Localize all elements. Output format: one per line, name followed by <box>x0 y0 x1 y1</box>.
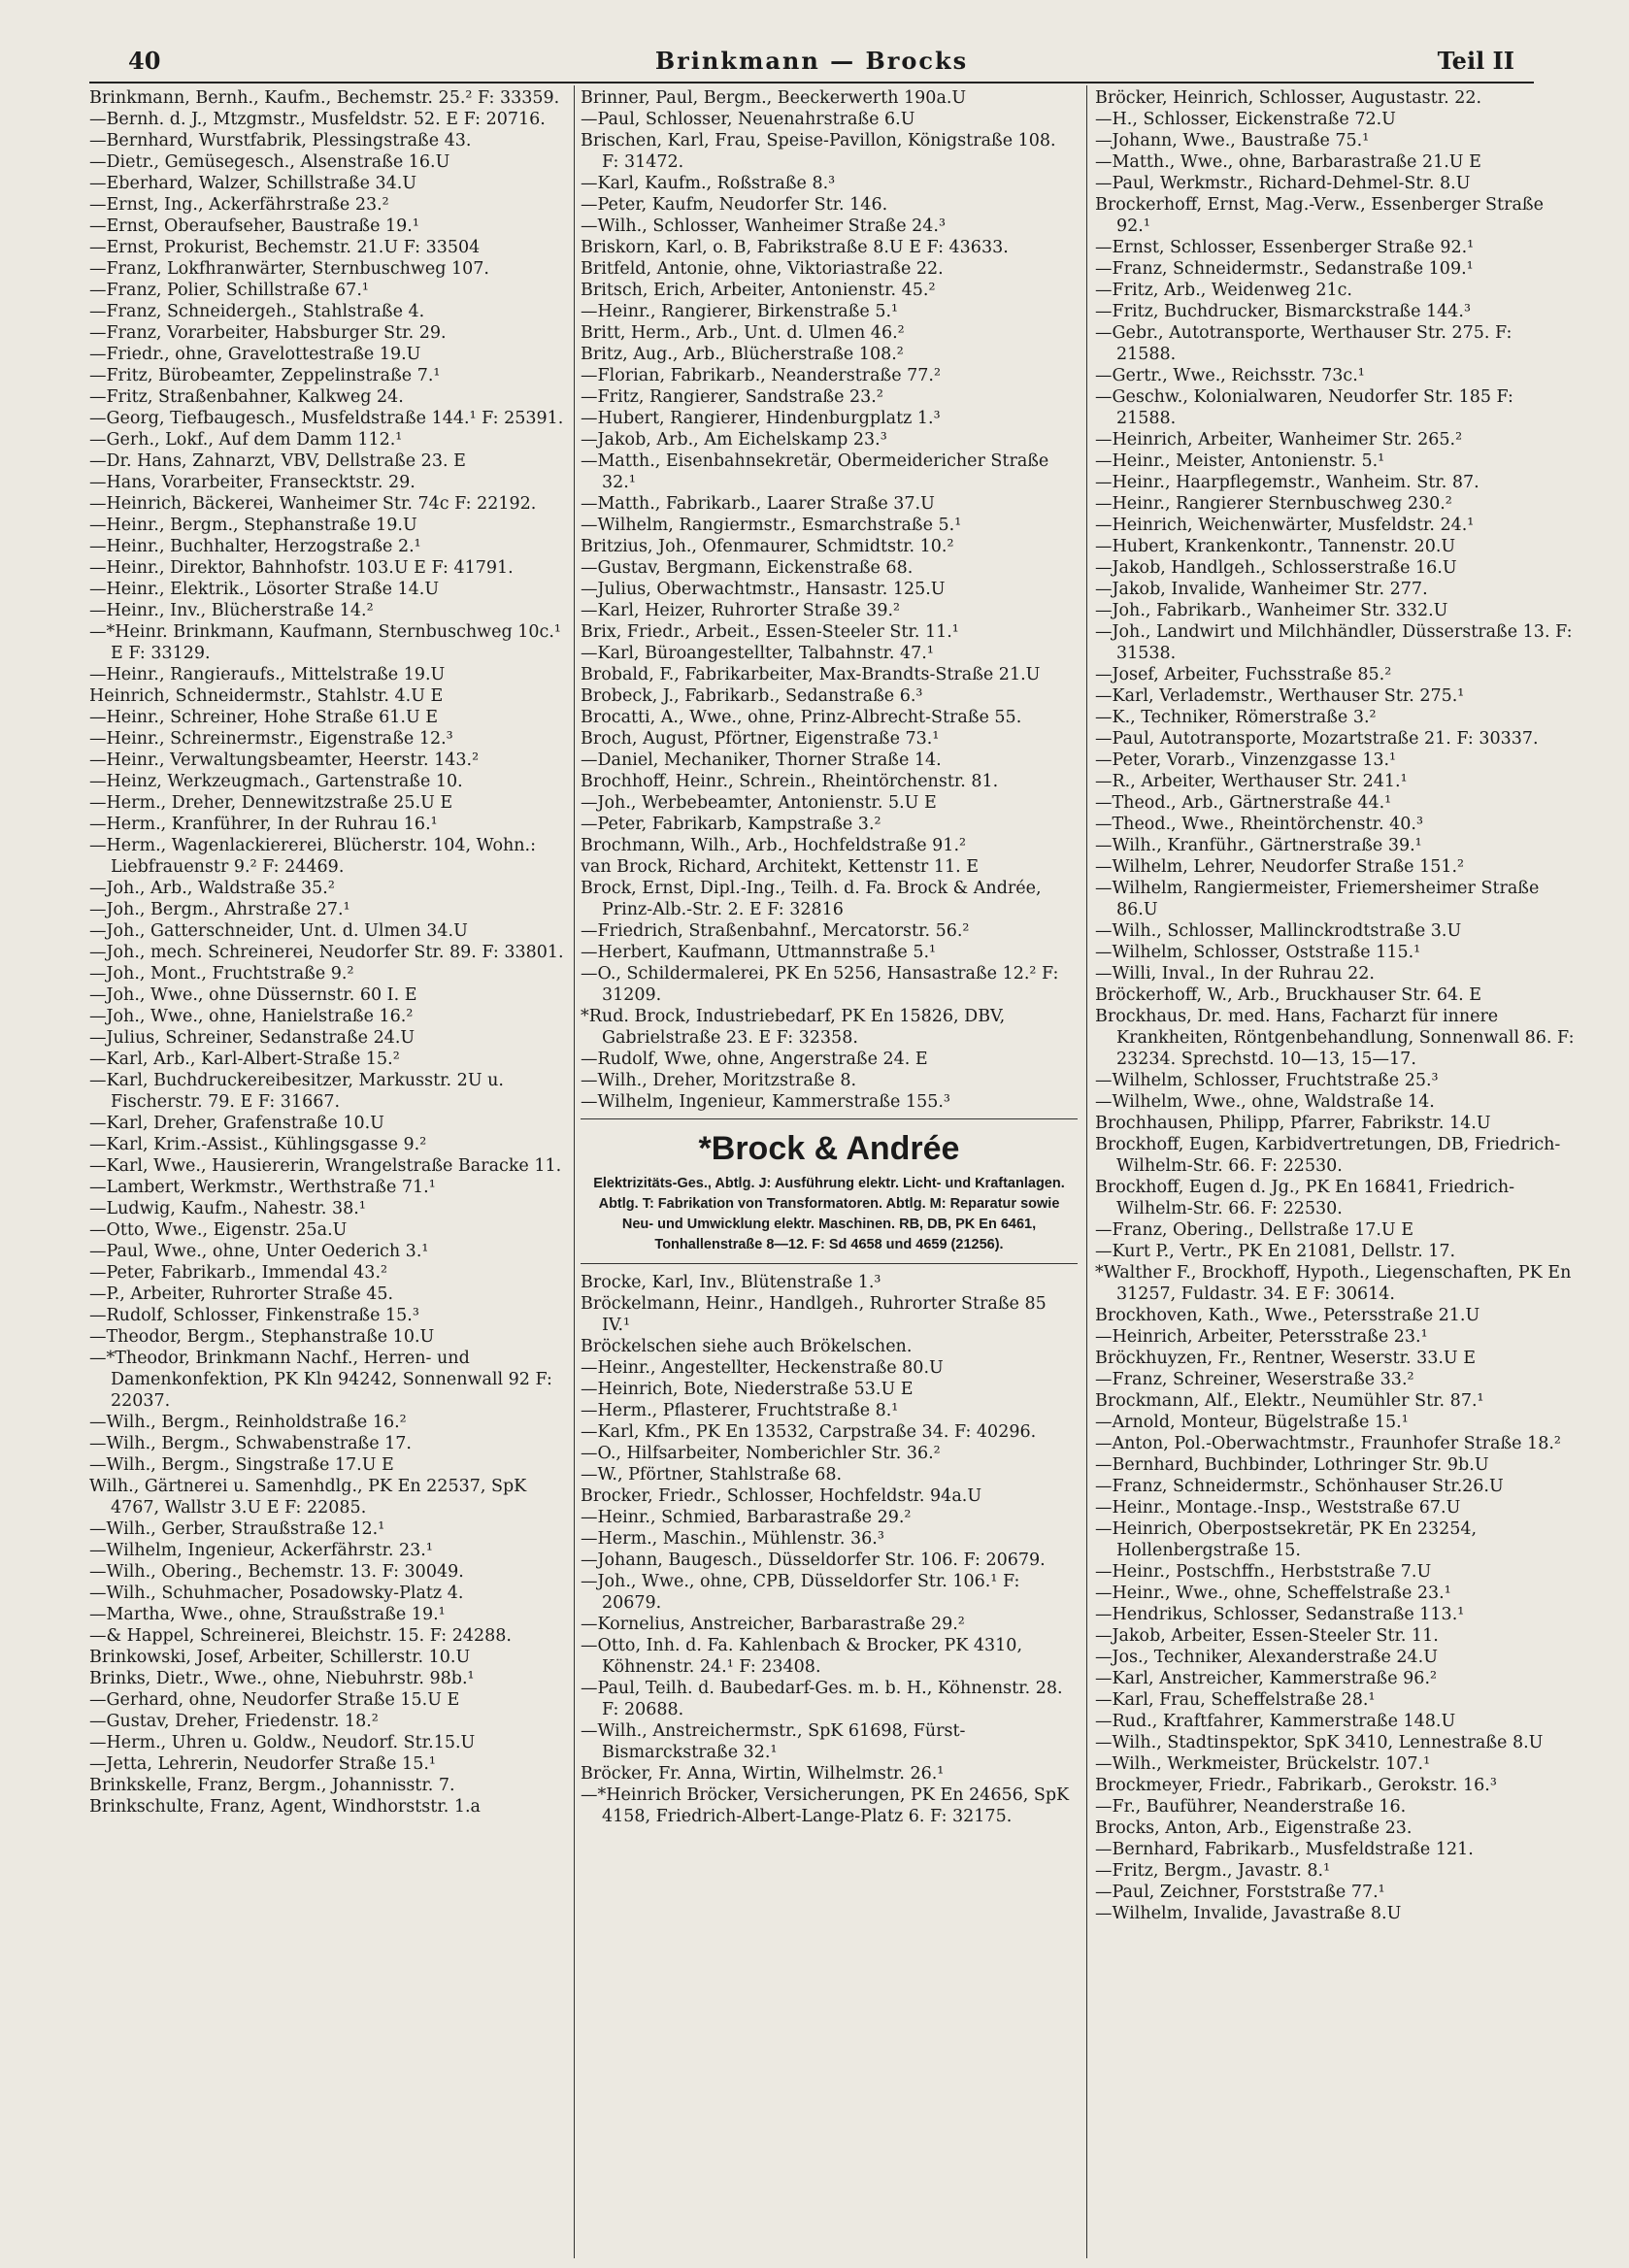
column-3 <box>1095 87 1577 2262</box>
directory-entry: —Bernhard, Fabrikarb., Musfeldstraße 121. <box>1095 1840 1474 1859</box>
directory-entry: Brocks, Anton, Arb., Eigenstraße 23. <box>1095 1818 1413 1838</box>
directory-entry: Britt, Herm., Arb., Unt. d. Ulmen 46.² <box>581 323 905 343</box>
directory-entry: —Peter, Vorarb., Vinzenzgasse 13.¹ <box>1095 750 1397 770</box>
directory-entry: —Karl, Kaufm., Roßstraße 8.³ <box>581 174 836 193</box>
directory-entry: —Bernh. d. J., Mtzgmstr., Musfeldstr. 52. E F: 20716. <box>89 110 546 129</box>
directory-entry: —Wilh., Bergm., Reinholdstraße 16.² <box>89 1413 407 1432</box>
directory-entry: —Heinr., Rangierer Sternbuschweg 230.² <box>1095 494 1452 514</box>
directory-entry: Bröckhuyzen, Fr., Rentner, Weserstr. 33.U E <box>1095 1349 1476 1368</box>
directory-entry: —& Happel, Schreinerei, Bleichstr. 15. F: 24288. <box>89 1626 512 1646</box>
directory-entry: —Paul, Autotransporte, Mozartstraße 21. F: 30337. <box>1095 729 1539 749</box>
page-header <box>89 43 1534 82</box>
directory-entry: —Heinr., Wwe., ohne, Scheffelstraße 23.¹ <box>1095 1584 1451 1603</box>
directory-entry: Briskorn, Karl, o. B, Fabrikstraße 8.U E F: 43633. <box>581 238 1009 257</box>
directory-entry: —Wilhelm, Schlosser, Oststraße 115.¹ <box>1095 943 1421 962</box>
directory-entry: —Johann, Baugesch., Düsseldorfer Str. 106. F: 20679. <box>581 1551 1046 1570</box>
directory-entry: Brobald, F., Fabrikarbeiter, Max-Brandts-Straße 21.U <box>581 665 1041 684</box>
directory-entry: —Ernst, Schlosser, Essenberger Straße 92.¹ <box>1095 238 1475 257</box>
directory-entry: —Wilhelm, Ingenieur, Ackerfährstr. 23.¹ <box>89 1541 433 1560</box>
directory-entry: Heinrich, Schneidermstr., Stahlstr. 4.U E <box>89 686 444 706</box>
directory-entry: Britz, Aug., Arb., Blücherstraße 108.² <box>581 345 904 364</box>
directory-entry: Brockhaus, Dr. med. Hans, Facharzt für innere Krankheiten, Röntgenbehandlung, Sonnenwall 86. F: 23234. Sprechstd. 10—13, 15—17. <box>1095 1007 1575 1069</box>
directory-entry: Brockhoven, Kath., Wwe., Petersstraße 21.U <box>1095 1306 1480 1325</box>
header-rule <box>89 82 1534 83</box>
directory-entry: —Herm., Uhren u. Goldw., Neudorf. Str.15.U <box>89 1733 476 1752</box>
directory-entry: —Wilh., Gerber, Straußstraße 12.¹ <box>89 1519 385 1539</box>
directory-entry: —Wilh., Schlosser, Mallinckrodtstraße 3.U <box>1095 921 1462 941</box>
directory-entry: —Heinr., Buchhalter, Herzogstraße 2.¹ <box>89 537 421 556</box>
directory-entry: —Dietr., Gemüsegesch., Alsenstraße 16.U <box>89 152 450 172</box>
directory-entry: —Joh., Arb., Waldstraße 35.² <box>89 879 335 898</box>
directory-entry: —Heinrich, Oberpostsekretär, PK En 23254, Hollenbergstraße 15. <box>1095 1519 1478 1560</box>
directory-entry: Brinkschulte, Franz, Agent, Windhorststr. 1.a <box>89 1797 481 1817</box>
directory-entry: —Heinr., Schreiner, Hohe Straße 61.U E <box>89 708 439 727</box>
directory-entry: —Gustav, Bergmann, Eickenstraße 68. <box>581 558 914 578</box>
directory-entry: —Geschw., Kolonialwaren, Neudorfer Str. 185 F: 21588. <box>1095 387 1513 428</box>
directory-entry: Bröckelmann, Heinr., Handlgeh., Ruhrorter Straße 85 IV.¹ <box>581 1294 1047 1335</box>
directory-entry: —R., Arbeiter, Werthauser Str. 241.¹ <box>1095 772 1408 791</box>
directory-entry: —Joh., Wwe., ohne, CPB, Düsseldorfer Str. 106.¹ F: 20679. <box>581 1572 1020 1613</box>
directory-entry: —Franz, Schneidermstr., Schönhauser Str.26.U <box>1095 1477 1504 1496</box>
directory-entry: —Otto, Inh. d. Fa. Kahlenbach & Brocker, PK 4310, Köhnenstr. 24.¹ F: 23408. <box>581 1636 1023 1677</box>
directory-entry: —Jetta, Lehrerin, Neudorfer Straße 15.¹ <box>89 1754 436 1774</box>
directory-entry: —Karl, Anstreicher, Kammerstraße 96.² <box>1095 1669 1438 1688</box>
directory-entry: —Karl, Arb., Karl-Albert-Straße 15.² <box>89 1050 400 1069</box>
directory-entry: —Lambert, Werkmstr., Werthstraße 71.¹ <box>89 1178 436 1197</box>
directory-entry: —Willi, Inval., In der Ruhrau 22. <box>1095 964 1375 984</box>
directory-entry: Brockmeyer, Friedr., Fabrikarb., Gerokstr. 16.³ <box>1095 1776 1497 1795</box>
directory-entry: —Wilh., Bergm., Singstraße 17.U E <box>89 1455 394 1475</box>
directory-entry: —Heinz, Werkzeugmach., Gartenstraße 10. <box>89 772 463 791</box>
directory-entry: Brocke, Karl, Inv., Blütenstraße 1.³ <box>581 1273 881 1292</box>
directory-entry: —Heinrich, Arbeiter, Petersstraße 23.¹ <box>1095 1327 1428 1347</box>
directory-entry: —Heinr., Montage.-Insp., Weststraße 67.U <box>1095 1498 1461 1518</box>
directory-entry: —Joh., Wwe., ohne, Hanielstraße 16.² <box>89 1007 414 1026</box>
directory-entry: Britfeld, Antonie, ohne, Viktoriastraße 22. <box>581 259 944 279</box>
directory-entry: —Ludwig, Kaufm., Nahestr. 38.¹ <box>89 1199 366 1218</box>
directory-entry: —Ernst, Oberaufseher, Baustraße 19.¹ <box>89 217 419 236</box>
directory-entry: Bröcker, Heinrich, Schlosser, Augustastr. 22. <box>1095 88 1482 108</box>
directory-entry: —Fritz, Arb., Weidenweg 21c. <box>1095 281 1352 300</box>
directory-entry: Brock, Ernst, Dipl.-Ing., Teilh. d. Fa. Brock & Andrée, Prinz-Alb.-Str. 2. E F: 32816 <box>581 879 1042 919</box>
directory-entry: —Wilh., Werkmeister, Brückelstr. 107.¹ <box>1095 1754 1431 1774</box>
directory-entry: Bröckelschen siehe auch Brökelschen. <box>581 1337 913 1356</box>
directory-entry: —Bernhard, Buchbinder, Lothringer Str. 9b.U <box>1095 1455 1489 1475</box>
directory-entry: —Johann, Wwe., Baustraße 75.¹ <box>1095 131 1370 150</box>
directory-entry: —Wilhelm, Lehrer, Neudorfer Straße 151.² <box>1095 857 1465 877</box>
directory-entry: —Hans, Vorarbeiter, Fransecktstr. 29. <box>89 473 416 492</box>
directory-entry: —P., Arbeiter, Ruhrorter Straße 45. <box>89 1284 394 1304</box>
directory-entry: —Heinr., Angestellter, Heckenstraße 80.U <box>581 1358 944 1378</box>
directory-entry: Brix, Friedr., Arbeit., Essen-Steeler Str. 11.¹ <box>581 622 959 642</box>
directory-entry: —Franz, Obering., Dellstraße 17.U E <box>1095 1220 1414 1240</box>
directory-entry: —Wilhelm, Rangiermstr., Esmarchstraße 5.¹ <box>581 516 962 535</box>
directory-entry: —Theod., Arb., Gärtnerstraße 44.¹ <box>1095 793 1392 813</box>
directory-entry: Brochhoff, Heinr., Schrein., Rheintörchenstr. 81. <box>581 772 999 791</box>
directory-entry: Brockhoff, Eugen, Karbidvertretungen, DB, Friedrich-Wilhelm-Str. 66. F: 22530. <box>1095 1135 1561 1176</box>
directory-entry: Brockhoff, Eugen d. Jg., PK En 16841, Friedrich-Wilhelm-Str. 66. F: 22530. <box>1095 1178 1515 1218</box>
directory-entry: —*Theodor, Brinkmann Nachf., Herren- und Damenkonfektion, PK Kln 94242, Sonnenwall 92 F: 22037. <box>89 1349 552 1411</box>
directory-entry: —Franz, Vorarbeiter, Habsburger Str. 29. <box>89 323 447 343</box>
column-2 <box>581 87 1078 2262</box>
directory-entry: Broch, August, Pförtner, Eigenstraße 73.¹ <box>581 729 940 749</box>
directory-entry: —Rudolf, Schlosser, Finkenstraße 15.³ <box>89 1306 419 1325</box>
directory-entry: —Florian, Fabrikarb., Neanderstraße 77.² <box>581 366 941 385</box>
directory-entry: —*Heinrich Bröcker, Versicherungen, PK En 24656, SpK 4158, Friedrich-Albert-Lange-Platz 6. F: 32175. <box>581 1785 1070 1826</box>
directory-entry: —Franz, Schreiner, Weserstraße 33.² <box>1095 1370 1414 1389</box>
directory-entry: —Karl, Frau, Scheffelstraße 28.¹ <box>1095 1690 1376 1710</box>
directory-entry: Brinkmann, Bernh., Kaufm., Bechemstr. 25.² F: 33359. <box>89 88 560 108</box>
directory-entry: —Herm., Wagenlackiererei, Blücherstr. 104, Wohn.: Liebfrauenstr 9.² F: 24469. <box>89 836 537 877</box>
directory-entry: —Wilhelm, Schlosser, Fruchtstraße 25.³ <box>1095 1071 1439 1090</box>
directory-entry: —Matth., Fabrikarb., Laarer Straße 37.U <box>581 494 935 514</box>
directory-entry: —Heinrich, Bäckerei, Wanheimer Str. 74c F: 22192. <box>89 494 537 514</box>
directory-entry: —Joh., Mont., Fruchtstraße 9.² <box>89 964 354 984</box>
directory-entry: —Eberhard, Walzer, Schillstraße 34.U <box>89 174 417 193</box>
directory-entry: —Ernst, Ing., Ackerfährstraße 23.² <box>89 195 389 215</box>
directory-entry: —Theod., Wwe., Rheintörchenstr. 40.³ <box>1095 815 1423 834</box>
directory-entry: —Heinr., Schreinermstr., Eigenstraße 12.³ <box>89 729 453 749</box>
directory-entry: —Heinr., Schmied, Barbarastraße 29.² <box>581 1508 912 1527</box>
directory-entry: —Theodor, Bergm., Stephanstraße 10.U <box>89 1327 435 1347</box>
directory-entry: —Wilh., Dreher, Moritzstraße 8. <box>581 1071 857 1090</box>
directory-entry: —Herm., Pflasterer, Fruchtstraße 8.¹ <box>581 1401 899 1420</box>
column-divider <box>574 85 575 2258</box>
directory-entry: —Gerhard, ohne, Neudorfer Straße 15.U E <box>89 1690 460 1710</box>
directory-entry: —Heinr., Bergm., Stephanstraße 19.U <box>89 516 417 535</box>
directory-entry: —Karl, Heizer, Ruhrorter Straße 39.² <box>581 601 901 620</box>
directory-entry: Brinkskelle, Franz, Bergm., Johannisstr. 7. <box>89 1776 455 1795</box>
advertisement <box>581 1118 1078 1264</box>
directory-entry: —Heinr., Rangieraufs., Mittelstraße 19.U <box>89 665 446 684</box>
directory-entry: —Joh., mech. Schreinerei, Neudorfer Str. 89. F: 33801. <box>89 943 564 962</box>
directory-entry: —Joh., Fabrikarb., Wanheimer Str. 332.U <box>1095 601 1448 620</box>
directory-entry: —Gustav, Dreher, Friedenstr. 18.² <box>89 1712 379 1731</box>
directory-entry: —H., Schlosser, Eickenstraße 72.U <box>1095 110 1396 129</box>
directory-entry: —Wilh., Stadtinspektor, SpK 3410, Lennestraße 8.U <box>1095 1733 1544 1752</box>
directory-entry: *Rud. Brock, Industriebedarf, PK En 15826, DBV, Gabrielstraße 23. E F: 32358. <box>581 1007 1006 1048</box>
directory-entry: —Jakob, Handlgeh., Schlosserstraße 16.U <box>1095 558 1457 578</box>
directory-entry: Brinks, Dietr., Wwe., ohne, Niebuhrstr. 98b.¹ <box>89 1669 475 1688</box>
directory-entry: Brobeck, J., Fabrikarb., Sedanstraße 6.³ <box>581 686 923 706</box>
column-divider <box>1086 85 1087 2258</box>
directory-entry: —Heinr., Meister, Antonienstr. 5.¹ <box>1095 451 1385 471</box>
directory-entry: —Heinr., Postschffn., Herbststraße 7.U <box>1095 1562 1432 1582</box>
directory-entry: —Heinr., Inv., Blücherstraße 14.² <box>89 601 374 620</box>
directory-entry: —Fritz, Bürobeamter, Zeppelinstraße 7.¹ <box>89 366 441 385</box>
directory-entry: —Karl, Wwe., Hausiererin, Wrangelstraße Baracke 11. <box>89 1156 562 1176</box>
directory-entry: —Paul, Schlosser, Neuenahrstraße 6.U <box>581 110 915 129</box>
advert-text: Elektrizitäts-Ges., Abtlg. J: Ausführung elektr. Licht- und Kraftanlagen. Abtlg. T: Fabrikation von Transformatoren. Abtlg. M: Reparatur sowie Neu- und Umwicklung elektr. Maschinen. RB, DB, PK En 6461, Tonhallenstraße 8—12. F: Sd 4658 und 4659 (21256). <box>593 1176 1065 1252</box>
directory-entry: —Dr. Hans, Zahnarzt, VBV, Dellstraße 23. E <box>89 451 466 471</box>
directory-entry: —Hubert, Rangierer, Hindenburgplatz 1.³ <box>581 409 941 428</box>
directory-entry: —Wilh., Schlosser, Wanheimer Straße 24.³ <box>581 217 946 236</box>
directory-entry: —Hendrikus, Schlosser, Sedanstraße 113.¹ <box>1095 1605 1465 1624</box>
directory-entry: —Wilh., Schuhmacher, Posadowsky-Platz 4. <box>89 1584 464 1603</box>
directory-entry: —Heinrich, Weichenwärter, Musfeldstr. 24.¹ <box>1095 516 1475 535</box>
directory-entry: —Joh., Wwe., ohne Düssernstr. 60 I. E <box>89 985 417 1005</box>
directory-entry: —Joh., Landwirt und Milchhändler, Düsserstraße 13. F: 31538. <box>1095 622 1573 663</box>
directory-entry: —Herm., Kranführer, In der Ruhrau 16.¹ <box>89 815 438 834</box>
directory-entry: —Heinrich, Arbeiter, Wanheimer Str. 265.² <box>1095 430 1463 450</box>
directory-entry: —Gebr., Autotransporte, Werthauser Str. 275. F: 21588. <box>1095 323 1513 364</box>
directory-entry: —Franz, Schneidermstr., Sedanstraße 109.¹ <box>1095 259 1474 279</box>
directory-entry: —Gerh., Lokf., Auf dem Damm 112.¹ <box>89 430 403 450</box>
directory-entry: —Heinr., Direktor, Bahnhofstr. 103.U E F: 41791. <box>89 558 514 578</box>
directory-entry: Brinner, Paul, Bergm., Beeckerwerth 190a.U <box>581 88 967 108</box>
directory-entry: —Josef, Arbeiter, Fuchsstraße 85.² <box>1095 665 1392 684</box>
directory-entry: —Gertr., Wwe., Reichsstr. 73c.¹ <box>1095 366 1365 385</box>
directory-entry: —Paul, Teilh. d. Baubedarf-Ges. m. b. H., Köhnenstr. 28. F: 20688. <box>581 1679 1063 1719</box>
directory-entry: Brocker, Friedr., Schlosser, Hochfeldstr. 94a.U <box>581 1486 982 1506</box>
directory-entry: —Otto, Wwe., Eigenstr. 25a.U <box>89 1220 348 1240</box>
directory-entry: —Jakob, Arb., Am Eichelskamp 23.³ <box>581 430 887 450</box>
directory-entry: —Jakob, Arbeiter, Essen-Steeler Str. 11. <box>1095 1626 1439 1646</box>
directory-entry: —Arnold, Monteur, Bügelstraße 15.¹ <box>1095 1413 1409 1432</box>
directory-entry: —Wilhelm, Wwe., ohne, Waldstraße 14. <box>1095 1092 1435 1112</box>
directory-entry: —Wilhelm, Rangiermeister, Friemersheimer Straße 86.U <box>1095 879 1540 919</box>
directory-entry: —Heinr., Elektrik., Lösorter Straße 14.U <box>89 580 440 599</box>
directory-entry: —Karl, Büroangestellter, Talbahnstr. 47.¹ <box>581 644 934 663</box>
directory-entry: —Karl, Kfm., PK En 13532, Carpstraße 34. F: 40296. <box>581 1422 1037 1442</box>
directory-entry: —Wilh., Anstreichermstr., SpK 61698, Fürst-Bismarckstraße 32.¹ <box>581 1721 966 1762</box>
directory-entry: Wilh., Gärtnerei u. Samenhdlg., PK En 22537, SpK 4767, Wallstr 3.U E F: 22085. <box>89 1477 527 1518</box>
directory-entry: —Kornelius, Anstreicher, Barbarastraße 29.² <box>581 1615 965 1634</box>
directory-entry: —Wilh., Kranführ., Gärtnerstraße 39.¹ <box>1095 836 1422 855</box>
directory-entry: —Julius, Schreiner, Sedanstraße 24.U <box>89 1028 416 1048</box>
directory-entry: —Karl, Verlademstr., Werthauser Str. 275.¹ <box>1095 686 1465 706</box>
directory-entry: Britzius, Joh., Ofenmaurer, Schmidtstr. 10.² <box>581 537 954 556</box>
directory-entry: —Peter, Kaufm, Neudorfer Str. 146. <box>581 195 888 215</box>
directory-entry: —Heinr., Verwaltungsbeamter, Heerstr. 143.² <box>89 750 480 770</box>
directory-entry: —Franz, Lokfhranwärter, Sternbuschweg 107. <box>89 259 489 279</box>
directory-entry: —O., Hilfsarbeiter, Nomberichler Str. 36.² <box>581 1444 941 1463</box>
directory-entry: Bröckerhoff, W., Arb., Bruckhauser Str. 64. E <box>1095 985 1482 1005</box>
directory-entry: —Hubert, Krankenkontr., Tannenstr. 20.U <box>1095 537 1456 556</box>
directory-entry: Brinkowski, Josef, Arbeiter, Schillerstr. 10.U <box>89 1648 471 1667</box>
directory-entry: —Fritz, Buchdrucker, Bismarckstraße 144.³ <box>1095 302 1471 321</box>
directory-entry: —Franz, Polier, Schillstraße 67.¹ <box>89 281 369 300</box>
directory-entry: *Walther F., Brockhoff, Hypoth., Liegenschaften, PK En 31257, Fuldastr. 34. E F: 30614. <box>1095 1263 1572 1304</box>
directory-entry: —Wilhelm, Invalide, Javastraße 8.U <box>1095 1904 1402 1923</box>
directory-entry: —Bernhard, Wurstfabrik, Plessingstraße 43. <box>89 131 472 150</box>
directory-entry: —Joh., Gatterschneider, Unt. d. Ulmen 34.U <box>89 921 468 941</box>
directory-entry: —Martha, Wwe., ohne, Straußstraße 19.¹ <box>89 1605 446 1624</box>
directory-entry: —Kurt P., Vertr., PK En 21081, Dellstr. 17. <box>1095 1242 1456 1261</box>
part-label: Teil II <box>1437 47 1514 75</box>
directory-entry: —Herm., Maschin., Mühlenstr. 36.³ <box>581 1529 884 1549</box>
directory-entry: —Rud., Kraftfahrer, Kammerstraße 148.U <box>1095 1712 1456 1731</box>
directory-entry: Brockerhoff, Ernst, Mag.-Verw., Essenberger Straße 92.¹ <box>1095 195 1544 236</box>
directory-entry: —Matth., Eisenbahnsekretär, Obermeidericher Straße 32.¹ <box>581 451 1049 492</box>
directory-entry: —Paul, Werkmstr., Richard-Dehmel-Str. 8.U <box>1095 174 1471 193</box>
directory-entry: —Heinr., Haarpflegemstr., Wanheim. Str. 87. <box>1095 473 1479 492</box>
directory-entry: —Fritz, Rangierer, Sandstraße 23.² <box>581 387 883 407</box>
directory-entry: —*Heinr. Brinkmann, Kaufmann, Sternbuschweg 10c.¹ E F: 33129. <box>89 622 561 663</box>
directory-entry: —Karl, Dreher, Grafenstraße 10.U <box>89 1114 384 1133</box>
directory-entry: —Paul, Wwe., ohne, Unter Oederich 3.¹ <box>89 1242 429 1261</box>
directory-entry: —Jakob, Invalide, Wanheimer Str. 277. <box>1095 580 1428 599</box>
directory-entry: —O., Schildermalerei, PK En 5256, Hansastraße 12.² F: 31209. <box>581 964 1059 1005</box>
directory-entry: Brochmann, Wilh., Arb., Hochfeldstraße 91.² <box>581 836 967 855</box>
directory-entry: —Julius, Oberwachtmstr., Hansastr. 125.U <box>581 580 946 599</box>
page-number: 40 <box>128 47 161 75</box>
directory-entry: —Joh., Bergm., Ahrstraße 27.¹ <box>89 900 350 919</box>
directory-entry: —Wilhelm, Ingenieur, Kammerstraße 155.³ <box>581 1092 950 1112</box>
directory-entry: —Matth., Wwe., ohne, Barbarastraße 21.U E <box>1095 152 1481 172</box>
directory-entry: —K., Techniker, Römerstraße 3.² <box>1095 708 1377 727</box>
directory-entry: —Wilh., Bergm., Schwabenstraße 17. <box>89 1434 412 1453</box>
advert-title: *Brock & Andrée <box>698 1130 960 1167</box>
directory-entry: —Paul, Zeichner, Forststraße 77.¹ <box>1095 1883 1385 1902</box>
page-title: Brinkmann — Brocks <box>654 47 969 75</box>
directory-entry: —Peter, Fabrikarb, Kampstraße 3.² <box>581 815 881 834</box>
directory-entry: —Fritz, Straßenbahner, Kalkweg 24. <box>89 387 404 407</box>
directory-entry: —Wilh., Obering., Bechemstr. 13. F: 30049. <box>89 1562 464 1582</box>
directory-entry: Brockmann, Alf., Elektr., Neumühler Str. 87.¹ <box>1095 1391 1484 1411</box>
directory-entry: —W., Pförtner, Stahlstraße 68. <box>581 1465 843 1484</box>
directory-entry: —Fr., Bauführer, Neanderstraße 16. <box>1095 1797 1407 1817</box>
directory-entry: —Peter, Fabrikarb., Immendal 43.² <box>89 1263 388 1283</box>
directory-entry: —Fritz, Bergm., Javastr. 8.¹ <box>1095 1861 1331 1881</box>
directory-entry: —Ernst, Prokurist, Bechemstr. 21.U F: 33504 <box>89 238 481 257</box>
directory-entry: —Joh., Werbebeamter, Antonienstr. 5.U E <box>581 793 937 813</box>
column-1 <box>89 87 567 2262</box>
directory-entry: —Friedr., ohne, Gravelottestraße 19.U <box>89 345 421 364</box>
directory-entry: Bröcker, Fr. Anna, Wirtin, Wilhelmstr. 26.¹ <box>581 1764 945 1784</box>
directory-entry: Brochhausen, Philipp, Pfarrer, Fabrikstr. 14.U <box>1095 1114 1491 1133</box>
directory-entry: —Heinr., Rangierer, Birkenstraße 5.¹ <box>581 302 899 321</box>
directory-entry: —Franz, Schneidergeh., Stahlstraße 4. <box>89 302 425 321</box>
directory-entry: —Georg, Tiefbaugesch., Musfeldstraße 144.¹ F: 25391. <box>89 409 564 428</box>
directory-entry: Britsch, Erich, Arbeiter, Antonienstr. 45.² <box>581 281 936 300</box>
directory-entry: —Herm., Dreher, Dennewitzstraße 25.U E <box>89 793 453 813</box>
directory-entry: —Jos., Techniker, Alexanderstraße 24.U <box>1095 1648 1438 1667</box>
directory-entry: Brischen, Karl, Frau, Speise-Pavillon, Königstraße 108. F: 31472. <box>581 131 1056 172</box>
directory-entry: —Daniel, Mechaniker, Thorner Straße 14. <box>581 750 942 770</box>
directory-entry: —Anton, Pol.-Oberwachtmstr., Fraunhofer Straße 18.² <box>1095 1434 1561 1453</box>
directory-entry: —Heinrich, Bote, Niederstraße 53.U E <box>581 1380 914 1399</box>
directory-entry: Brocatti, A., Wwe., ohne, Prinz-Albrecht-Straße 55. <box>581 708 1022 727</box>
directory-entry: van Brock, Richard, Architekt, Kettenstr 11. E <box>581 857 980 877</box>
directory-entry: —Karl, Buchdruckereibesitzer, Markusstr. 2U u. Fischerstr. 79. E F: 31667. <box>89 1071 504 1112</box>
directory-entry: —Friedrich, Straßenbahnf., Mercatorstr. 56.² <box>581 921 970 941</box>
directory-entry: —Rudolf, Wwe, ohne, Angerstraße 24. E <box>581 1050 928 1069</box>
directory-entry: —Herbert, Kaufmann, Uttmannstraße 5.¹ <box>581 943 937 962</box>
directory-entry: —Karl, Krim.-Assist., Kühlingsgasse 9.² <box>89 1135 427 1154</box>
